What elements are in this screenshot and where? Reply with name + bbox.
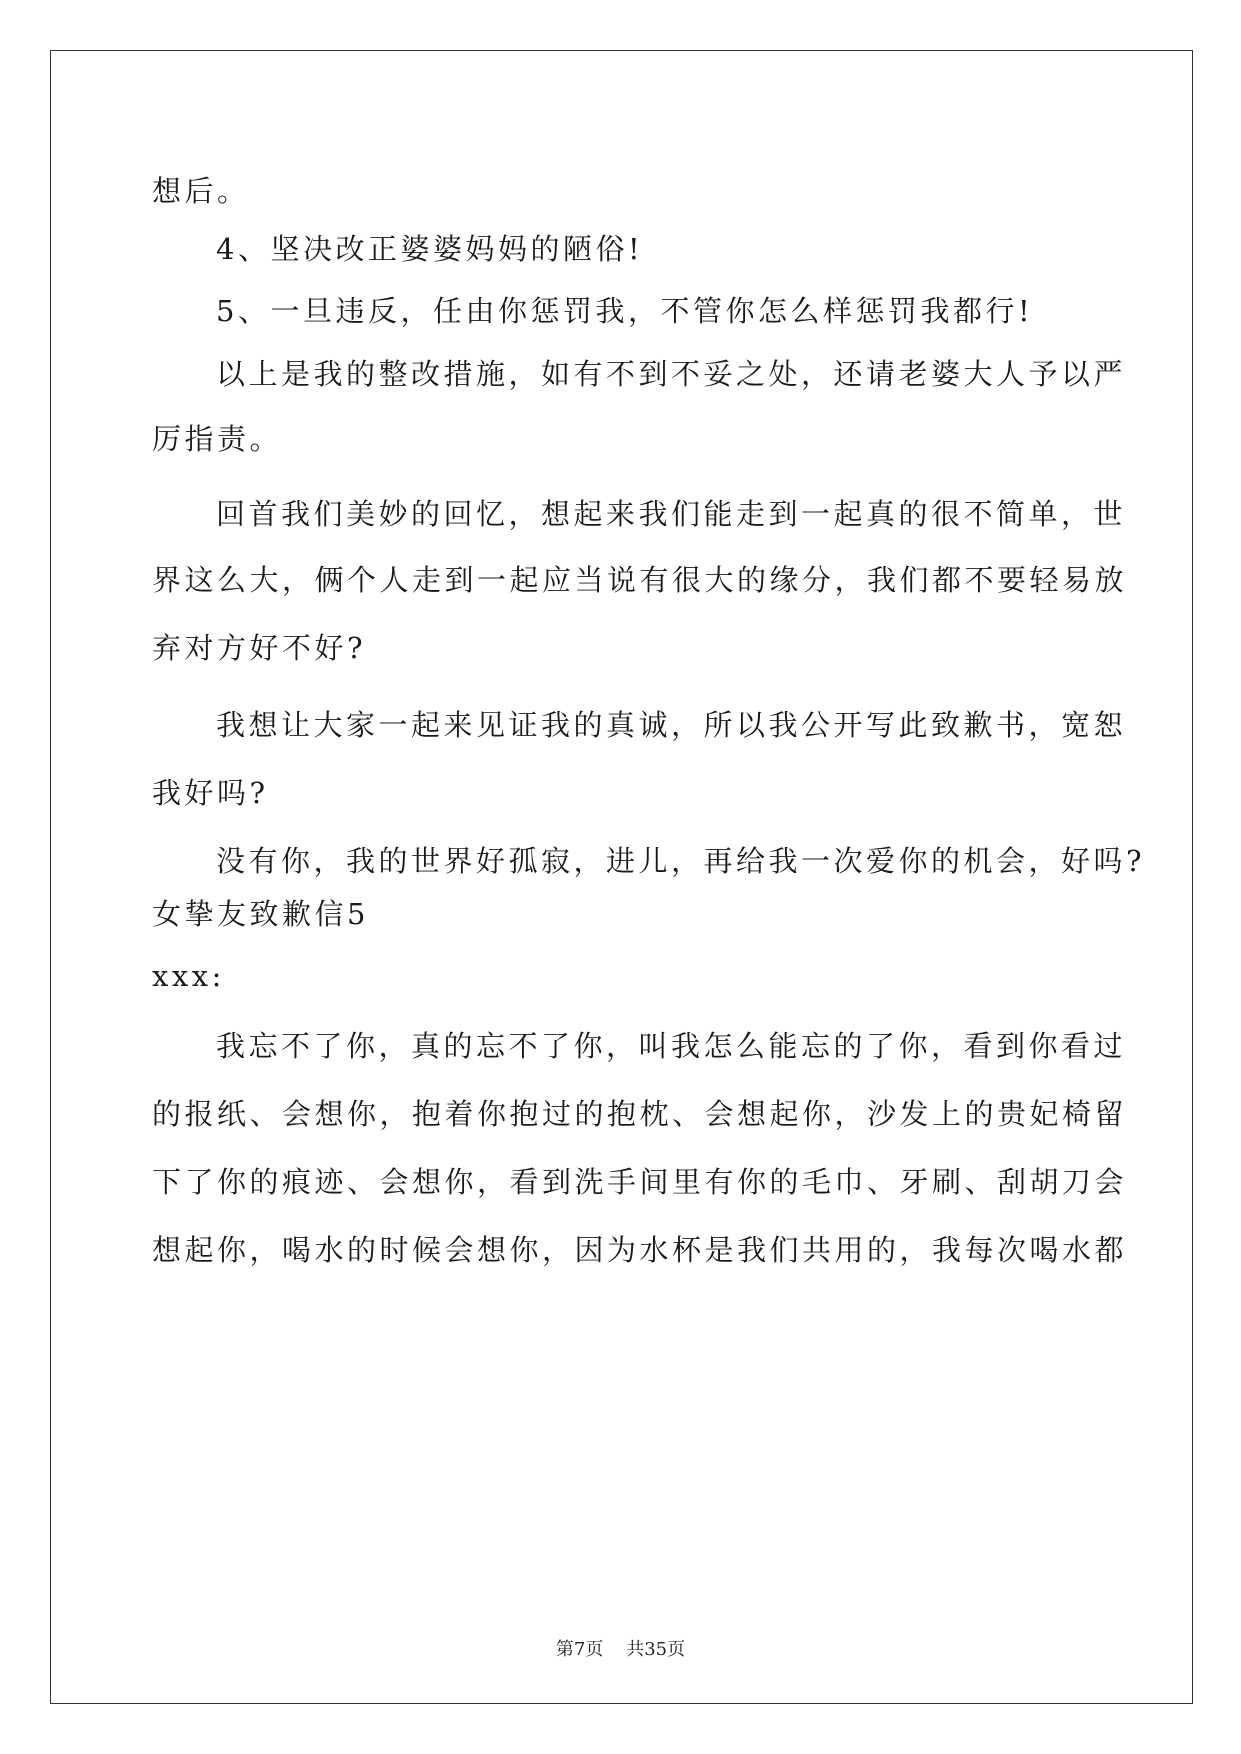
paragraph-line: 我想让大家一起来见证我的真诚，所以我公开写此致歉书，宽恕: [216, 708, 1127, 742]
paragraph-line: 以上是我的整改措施，如有不到不妥之处，还请老婆大人予以严: [216, 357, 1127, 391]
paragraph-line: 下了你的痕迹、会想你，看到洗手间里有你的毛巾、牙刷、刮胡刀会: [152, 1165, 1128, 1199]
page-indicator: 第7页 共35页: [555, 1639, 686, 1660]
paragraph-line: 弃对方好不好?: [152, 631, 367, 665]
paragraph-line: 想后。: [152, 174, 250, 208]
paragraph-line: 我忘不了你，真的忘不了你，叫我怎么能忘的了你，看到你看过: [216, 1029, 1127, 1063]
paragraph-line: 界这么大，俩个人走到一起应当说有很大的缘分，我们都不要轻易放: [152, 563, 1128, 597]
paragraph-line: 回首我们美妙的回忆，想起来我们能走到一起真的很不简单，世: [216, 497, 1127, 531]
paragraph-line: 4、坚决改正婆婆妈妈的陋俗!: [216, 232, 644, 266]
section-heading: 女挚友致歉信5: [152, 897, 369, 931]
paragraph-line: 没有你，我的世界好孤寂，进儿，再给我一次爱你的机会，好吗?: [216, 844, 1146, 878]
paragraph-line: 的报纸、会想你，抱着你抱过的抱枕、会想起你，沙发上的贵妃椅留: [152, 1097, 1128, 1131]
paragraph-line: 想起你，喝水的时候会想你，因为水杯是我们共用的，我每次喝水都: [152, 1233, 1128, 1267]
paragraph-line: 厉指责。: [152, 422, 283, 456]
salutation: xxx:: [152, 959, 225, 993]
paragraph-line: 我好吗?: [152, 776, 269, 810]
paragraph-line: 5、一旦违反，任由你惩罚我，不管你怎么样惩罚我都行!: [216, 294, 1034, 328]
